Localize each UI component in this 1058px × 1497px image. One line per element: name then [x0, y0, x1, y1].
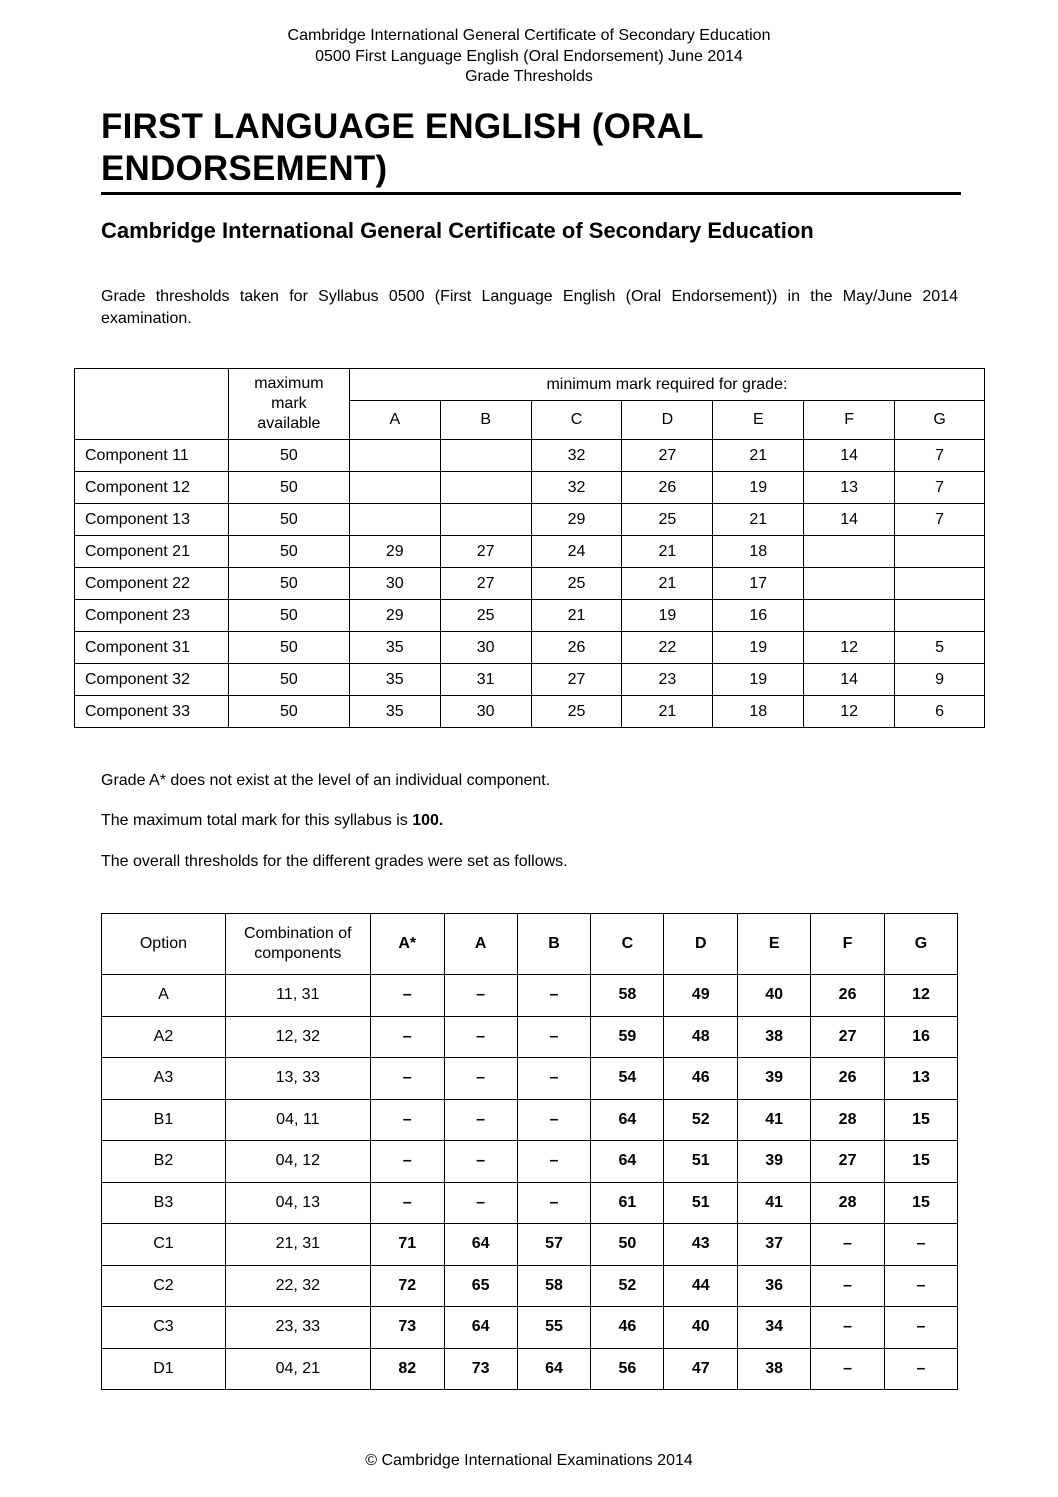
mark-cell: 14 [804, 664, 895, 696]
table-row [102, 1016, 958, 1058]
mark-cell: 25 [531, 696, 622, 728]
grade-header-b: B [440, 401, 531, 440]
threshold-cell: 39 [738, 1141, 811, 1183]
mark-cell: 7 [895, 472, 985, 504]
option-cell: C2 [102, 1265, 226, 1307]
threshold-cell: – [370, 1182, 444, 1224]
threshold-cell: – [517, 1058, 591, 1100]
note-a-star: Grade A* does not exist at the level of an individual component. [101, 772, 551, 789]
table-row [102, 1224, 958, 1266]
mark-cell: 13 [804, 472, 895, 504]
threshold-cell: 46 [664, 1058, 738, 1100]
combination-cell: 04, 21 [225, 1348, 370, 1390]
max-mark-cell: 50 [228, 632, 349, 664]
mark-cell [895, 568, 985, 600]
combination-cell: 21, 31 [225, 1224, 370, 1266]
option-cell: C1 [102, 1224, 226, 1266]
threshold-cell: 28 [811, 1099, 885, 1141]
table-row [102, 1058, 958, 1100]
page-title [101, 106, 961, 190]
grade-header-c: C [531, 401, 622, 440]
max-mark-cell: 50 [228, 568, 349, 600]
threshold-cell: 26 [811, 1058, 885, 1100]
threshold-cell: – [517, 1099, 591, 1141]
threshold-cell: 38 [738, 1348, 811, 1390]
mark-cell [349, 504, 440, 536]
component-name: Component 22 [75, 568, 229, 600]
mark-cell: 26 [622, 472, 713, 504]
mark-cell: 7 [895, 440, 985, 472]
intro-paragraph: Grade thresholds taken for Syllabus 0500 (First Language English (Oral Endorsement)) in the May/June 2014 examination. [101, 288, 958, 327]
option-cell: A [102, 975, 226, 1017]
threshold-cell: 52 [664, 1099, 738, 1141]
combination-cell: 12, 32 [225, 1016, 370, 1058]
threshold-cell: 26 [811, 975, 885, 1017]
threshold-cell: 38 [738, 1016, 811, 1058]
min-mark-header: minimum mark required for grade: [349, 369, 984, 401]
threshold-cell: – [370, 1058, 444, 1100]
note-max-total-text: The maximum total mark for this syllabus is [101, 812, 413, 829]
combination-cell: 22, 32 [225, 1265, 370, 1307]
note-max-total [101, 812, 443, 830]
threshold-cell: 47 [664, 1348, 738, 1390]
mark-cell: 27 [440, 536, 531, 568]
mark-cell: 30 [440, 632, 531, 664]
option-grade-header-b: B [517, 914, 591, 975]
combination-cell: 04, 12 [225, 1141, 370, 1183]
threshold-cell: 55 [517, 1307, 591, 1349]
component-name: Component 13 [75, 504, 229, 536]
option-grade-header-g: G [885, 914, 958, 975]
header-line-1: Cambridge International General Certificate of Secondary Education [287, 27, 771, 44]
header-line-3: Grade Thresholds [465, 68, 593, 85]
threshold-cell: 64 [591, 1141, 664, 1183]
threshold-cell: – [811, 1265, 885, 1307]
mark-cell: 25 [622, 504, 713, 536]
option-thresholds-table [101, 913, 958, 1390]
option-grade-header-a: A [444, 914, 517, 975]
threshold-cell: – [444, 975, 517, 1017]
threshold-cell: – [444, 1058, 517, 1100]
threshold-cell: – [885, 1265, 958, 1307]
threshold-cell: 82 [370, 1348, 444, 1390]
table-row [102, 975, 958, 1017]
threshold-cell: – [517, 1141, 591, 1183]
threshold-cell: 16 [885, 1016, 958, 1058]
mark-cell [895, 600, 985, 632]
mark-cell: 25 [531, 568, 622, 600]
threshold-cell: 64 [517, 1348, 591, 1390]
max-mark-cell: 50 [228, 440, 349, 472]
threshold-cell: – [885, 1224, 958, 1266]
mark-cell [440, 504, 531, 536]
mark-cell: 35 [349, 664, 440, 696]
option-cell: B3 [102, 1182, 226, 1224]
threshold-cell: 13 [885, 1058, 958, 1100]
option-cell: A3 [102, 1058, 226, 1100]
mark-cell [440, 472, 531, 504]
mark-cell: 9 [895, 664, 985, 696]
table-row [102, 1099, 958, 1141]
grade-header-d: D [622, 401, 713, 440]
threshold-cell: 56 [591, 1348, 664, 1390]
mark-cell: 18 [713, 536, 804, 568]
note-max-total-value: 100. [412, 812, 444, 829]
threshold-cell: 73 [444, 1348, 517, 1390]
threshold-cell: – [517, 1016, 591, 1058]
threshold-cell: 28 [811, 1182, 885, 1224]
threshold-cell: – [885, 1348, 958, 1390]
option-cell: A2 [102, 1016, 226, 1058]
threshold-cell: 44 [664, 1265, 738, 1307]
option-cell: D1 [102, 1348, 226, 1390]
threshold-cell: 40 [738, 975, 811, 1017]
mark-cell: 21 [713, 440, 804, 472]
threshold-cell: 71 [370, 1224, 444, 1266]
mark-cell: 19 [713, 664, 804, 696]
max-mark-cell: 50 [228, 536, 349, 568]
combination-cell: 23, 33 [225, 1307, 370, 1349]
option-cell: B2 [102, 1141, 226, 1183]
component-name: Component 31 [75, 632, 229, 664]
threshold-cell: 57 [517, 1224, 591, 1266]
table-row [75, 440, 985, 472]
threshold-cell: 54 [591, 1058, 664, 1100]
threshold-cell: 15 [885, 1099, 958, 1141]
mark-cell: 30 [440, 696, 531, 728]
component-name: Component 32 [75, 664, 229, 696]
table-row [102, 1182, 958, 1224]
combination-cell: 13, 33 [225, 1058, 370, 1100]
threshold-cell: 46 [591, 1307, 664, 1349]
threshold-cell: 41 [738, 1182, 811, 1224]
option-grade-header-d: D [664, 914, 738, 975]
option-grade-header-e: E [738, 914, 811, 975]
threshold-cell: 65 [444, 1265, 517, 1307]
mark-cell: 14 [804, 504, 895, 536]
header-line-2: 0500 First Language English (Oral Endorsement) June 2014 [315, 47, 743, 65]
mark-cell: 26 [531, 632, 622, 664]
threshold-cell: 41 [738, 1099, 811, 1141]
threshold-cell: 64 [591, 1099, 664, 1141]
threshold-cell: 52 [591, 1265, 664, 1307]
threshold-cell: 58 [517, 1265, 591, 1307]
mark-cell: 21 [622, 536, 713, 568]
option-grade-header-a-star: A* [370, 914, 444, 975]
threshold-cell: – [811, 1224, 885, 1266]
threshold-cell: 27 [811, 1141, 885, 1183]
threshold-cell: 37 [738, 1224, 811, 1266]
threshold-cell: 39 [738, 1058, 811, 1100]
threshold-cell: – [811, 1307, 885, 1349]
table-row [75, 600, 985, 632]
mark-cell: 30 [349, 568, 440, 600]
mark-cell [804, 568, 895, 600]
mark-cell: 31 [440, 664, 531, 696]
mark-cell: 27 [531, 664, 622, 696]
mark-cell: 24 [531, 536, 622, 568]
mark-cell: 29 [349, 536, 440, 568]
threshold-cell: 36 [738, 1265, 811, 1307]
mark-cell [440, 440, 531, 472]
option-cell: B1 [102, 1099, 226, 1141]
mark-cell: 27 [440, 568, 531, 600]
note-overall-thresholds: The overall thresholds for the different grades were set as follows. [101, 853, 568, 870]
threshold-cell: – [517, 1182, 591, 1224]
max-mark-cell: 50 [228, 696, 349, 728]
option-header: Option [102, 914, 226, 975]
mark-cell: 32 [531, 472, 622, 504]
component-name: Component 11 [75, 440, 229, 472]
mark-cell: 12 [804, 696, 895, 728]
threshold-cell: 27 [811, 1016, 885, 1058]
table-row [102, 1265, 958, 1307]
mark-cell: 17 [713, 568, 804, 600]
table-row [102, 1307, 958, 1349]
threshold-cell: 15 [885, 1141, 958, 1183]
option-grade-header-f: F [811, 914, 885, 975]
table-row [75, 472, 985, 504]
table-row [75, 536, 985, 568]
component-name: Component 21 [75, 536, 229, 568]
threshold-cell: 72 [370, 1265, 444, 1307]
mark-cell: 32 [531, 440, 622, 472]
threshold-cell: 64 [444, 1307, 517, 1349]
component-header-blank [75, 369, 229, 440]
combination-cell: 04, 11 [225, 1099, 370, 1141]
threshold-cell: – [370, 1099, 444, 1141]
option-grade-header-c: C [591, 914, 664, 975]
document-header [0, 26, 1058, 88]
threshold-cell: 73 [370, 1307, 444, 1349]
mark-cell: 22 [622, 632, 713, 664]
threshold-cell: 50 [591, 1224, 664, 1266]
max-mark-cell: 50 [228, 504, 349, 536]
threshold-cell: 58 [591, 975, 664, 1017]
grade-header-e: E [713, 401, 804, 440]
combination-header: Combination of components [225, 914, 370, 975]
mark-cell: 29 [349, 600, 440, 632]
threshold-cell: 49 [664, 975, 738, 1017]
page-title-line-1: FIRST LANGUAGE ENGLISH (ORAL [101, 107, 704, 146]
threshold-cell: – [444, 1016, 517, 1058]
mark-cell [895, 536, 985, 568]
component-name: Component 33 [75, 696, 229, 728]
copyright-footer: © Cambridge International Examinations 2014 [365, 1452, 693, 1469]
threshold-cell: – [444, 1182, 517, 1224]
grade-header-f: F [804, 401, 895, 440]
threshold-cell: – [444, 1141, 517, 1183]
threshold-cell: 64 [444, 1224, 517, 1266]
threshold-cell: – [811, 1348, 885, 1390]
mark-cell: 19 [622, 600, 713, 632]
mark-cell: 6 [895, 696, 985, 728]
page-title-line-2: ENDORSEMENT) [101, 149, 388, 188]
mark-cell [349, 440, 440, 472]
grade-header-a: A [349, 401, 440, 440]
threshold-cell: 43 [664, 1224, 738, 1266]
mark-cell [804, 600, 895, 632]
mark-cell: 35 [349, 632, 440, 664]
threshold-cell: – [885, 1307, 958, 1349]
mark-cell: 5 [895, 632, 985, 664]
mark-cell: 21 [713, 504, 804, 536]
table-row [102, 1141, 958, 1183]
table-row [75, 632, 985, 664]
combination-cell: 11, 31 [225, 975, 370, 1017]
table-row [75, 504, 985, 536]
mark-cell: 19 [713, 632, 804, 664]
threshold-cell: 40 [664, 1307, 738, 1349]
threshold-cell: – [370, 1141, 444, 1183]
threshold-cell: 51 [664, 1141, 738, 1183]
mark-cell: 25 [440, 600, 531, 632]
mark-cell: 27 [622, 440, 713, 472]
threshold-cell: 12 [885, 975, 958, 1017]
component-name: Component 23 [75, 600, 229, 632]
mark-cell: 16 [713, 600, 804, 632]
threshold-cell: – [517, 975, 591, 1017]
threshold-cell: 61 [591, 1182, 664, 1224]
mark-cell: 7 [895, 504, 985, 536]
title-rule [101, 192, 961, 195]
mark-cell: 23 [622, 664, 713, 696]
max-mark-cell: 50 [228, 600, 349, 632]
threshold-cell: 48 [664, 1016, 738, 1058]
page-subtitle: Cambridge International General Certificate of Secondary Education [101, 218, 814, 243]
mark-cell: 21 [622, 568, 713, 600]
threshold-cell: 15 [885, 1182, 958, 1224]
mark-cell: 21 [622, 696, 713, 728]
table-row [75, 568, 985, 600]
threshold-cell: 34 [738, 1307, 811, 1349]
mark-cell: 29 [531, 504, 622, 536]
threshold-cell: 59 [591, 1016, 664, 1058]
grade-header-g: G [895, 401, 985, 440]
threshold-cell: 51 [664, 1182, 738, 1224]
component-name: Component 12 [75, 472, 229, 504]
option-cell: C3 [102, 1307, 226, 1349]
max-mark-cell: 50 [228, 472, 349, 504]
max-mark-cell: 50 [228, 664, 349, 696]
mark-cell: 35 [349, 696, 440, 728]
mark-cell [349, 472, 440, 504]
threshold-cell: – [444, 1099, 517, 1141]
mark-cell: 14 [804, 440, 895, 472]
table-row [75, 664, 985, 696]
table-row [102, 1348, 958, 1390]
mark-cell: 12 [804, 632, 895, 664]
mark-cell: 18 [713, 696, 804, 728]
mark-cell: 21 [531, 600, 622, 632]
mark-cell: 19 [713, 472, 804, 504]
threshold-cell: – [370, 1016, 444, 1058]
threshold-cell: – [370, 975, 444, 1017]
max-mark-header: maximum mark available [228, 369, 349, 440]
combination-cell: 04, 13 [225, 1182, 370, 1224]
table-row [75, 696, 985, 728]
component-thresholds-table [74, 368, 985, 728]
mark-cell [804, 536, 895, 568]
